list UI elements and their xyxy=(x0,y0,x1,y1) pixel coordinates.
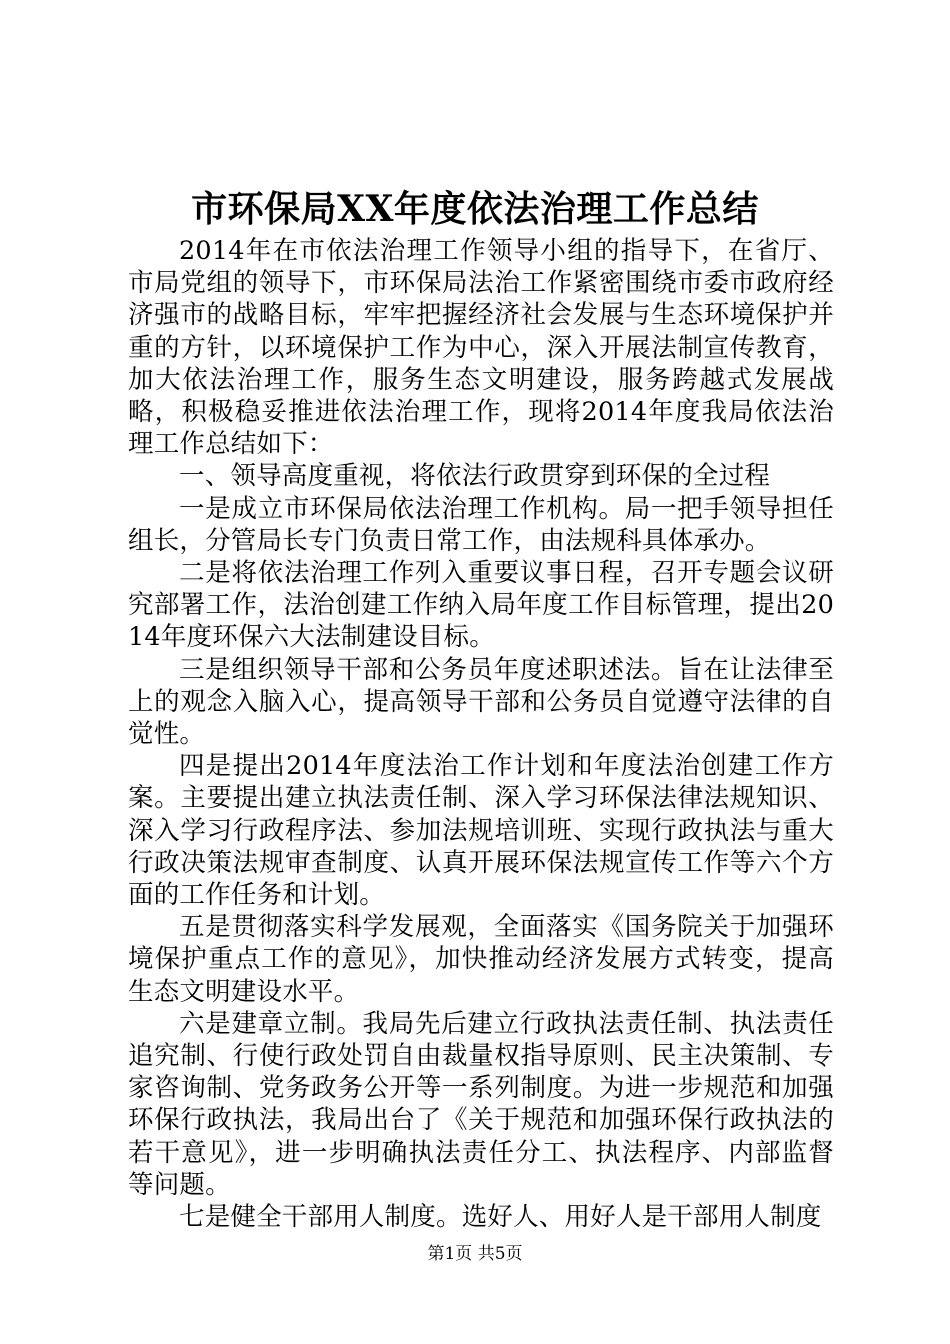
paragraph-item-5: 五是贯彻落实科学发展观，全面落实《国务院关于加强环境保护重点工作的意见》，加快推动经济发展方式转变，提高生态文明建设水平。 xyxy=(128,912,834,1007)
document-body xyxy=(128,235,834,1233)
paragraph-item-7: 七是健全干部用人制度。选好人、用好人是干部用人制度 xyxy=(179,1202,822,1233)
section-heading-1: 一、领导高度重视，将依法行政贯穿到环保的全过程 xyxy=(179,461,771,492)
paragraph-item-2: 二是将依法治理工作列入重要议事日程，召开专题会议研究部署工作，法治创建工作纳入局年度工作目标管理，提出2014年度环保六大法制建设目标。 xyxy=(128,558,834,653)
paragraph-item-1: 一是成立市环保局依法治理工作机构。局一把手领导担任组长，分管局长专门负责日常工作，由法规科具体承办。 xyxy=(128,493,834,556)
page-footer: 第1页 共5页 xyxy=(427,1244,523,1264)
intro-paragraph: 2014年在市依法治理工作领导小组的指导下，在省厅、市局党组的领导下，市环保局法治工作紧密围绕市委市政府经济强市的战略目标，牢牢把握经济社会发展与生态环境保护并重的方针，以环境保护工作为中心，深入开展法制宣传教育，加大依法治理工作，服务生态文明建设，服务跨越式发展战略，积极稳妥推进依法治理工作，现将2014年度我局依法治理工作总结如下： xyxy=(128,236,834,460)
paragraph-item-4: 四是提出2014年度法治工作计划和年度法治创建工作方案。主要提出建立执法责任制、深入学习环保法律法规知识、深入学习行政程序法、参加法规培训班、实现行政执法与重大行政决策法规审查制度、认真开展环保法规宣传工作等六个方面的工作任务和计划。 xyxy=(128,751,834,911)
paragraph-item-3: 三是组织领导干部和公务员年度述职述法。旨在让法律至上的观念入脑入心，提高领导干部和公务员自觉遵守法律的自觉性。 xyxy=(128,654,834,750)
document-title: 市环保局XX年度依法治理工作总结 xyxy=(191,188,759,230)
paragraph-item-6: 六是建章立制。我局先后建立行政执法责任制、执法责任追究制、行使行政处罚自由裁量权指导原则、民主决策制、专家咨询制、党务政务公开等一系列制度。为进一步规范和加强环保行政执法，我局出台了《关于规范和加强环保行政执法的若干意见》，进一步明确执法责任分工、执法程序、内部监督等问题。 xyxy=(128,1008,834,1200)
